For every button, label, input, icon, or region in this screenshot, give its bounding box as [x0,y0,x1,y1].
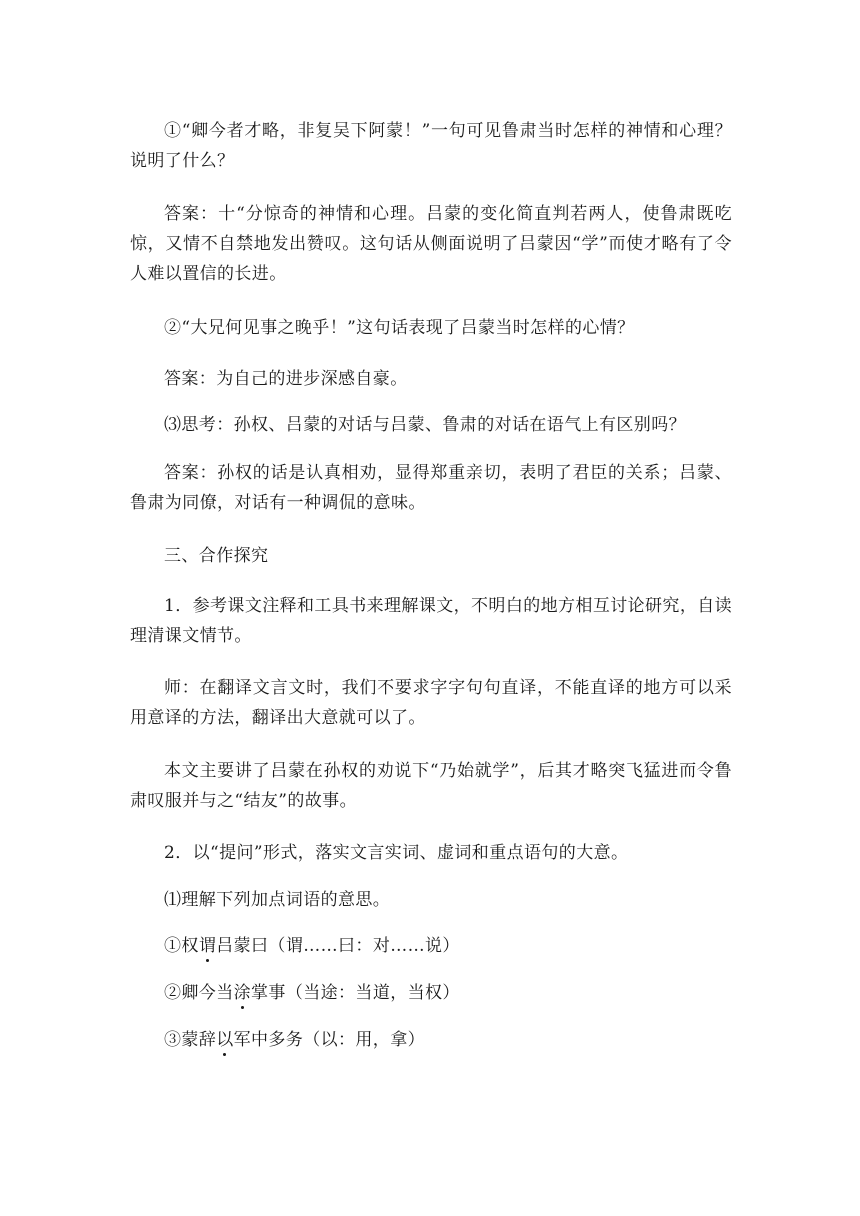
answer-2: 答案：为自己的进步深感自豪。 [164,369,408,389]
summary-paragraph: 本文主要讲了吕蒙在孙权的劝说下“乃始就学”，后其才略突飞猛进而令鲁肃叹服并与之“结友”的故事。 [130,761,732,811]
vocab-item-3: ③蒙辞以军中多务（以：用，拿） [164,1030,426,1050]
question-2-lumeng: ②“大兄何见事之晚乎！”这句话表现了吕蒙当时怎样的心情？ [164,318,635,338]
task-2: 2．以“提问”形式，落实文言实词、虚词和重点语句的大意。 [164,843,629,863]
dotted-word: 谓 [198,936,217,956]
question-3-think: ⑶思考：孙权、吕蒙的对话与吕蒙、鲁肃的对话在语气上有区别吗？ [164,415,686,435]
subtask-1-heading: ⑴理解下列加点词语的意思。 [164,890,391,910]
answer-3: 答案：孙权的话是认真相劝，显得郑重亲切，表明了君臣的关系；吕蒙、鲁肃为同僚，对话有一种调侃的意味。 [130,463,732,513]
dotted-word: 以 [216,1030,234,1050]
vocab-item-2: ②卿今当涂掌事（当途：当道，当权） [164,983,460,1003]
teacher-note: 师：在翻译文言文时，我们不要求字字句句直译，不能直译的地方可以采用意译的方法，翻译出大意就可以了。 [130,678,732,728]
dotted-word: 涂 [233,983,252,1003]
question-1-shensu: ①“卿今者才略，非复吴下阿蒙！”一句可见鲁肃当时怎样的神情和心理？说明了什么？ [130,121,732,171]
task-1: 1．参考课文注释和工具书来理解课文，不明白的地方相互讨论研究，自读理清课文情节。 [130,596,733,646]
answer-1: 答案：十“分惊奇的神情和心理。吕蒙的变化简直判若两人，使鲁肃既吃惊，又情不自禁地发出赞叹。这句话从侧面说明了吕蒙因“学”而使才略有了令人难以置信的长进。 [130,204,732,284]
section-heading-cooperative-inquiry: 三、合作探究 [164,546,269,566]
vocab-item-1: ①权谓吕蒙曰（谓……曰：对……说） [164,936,460,956]
